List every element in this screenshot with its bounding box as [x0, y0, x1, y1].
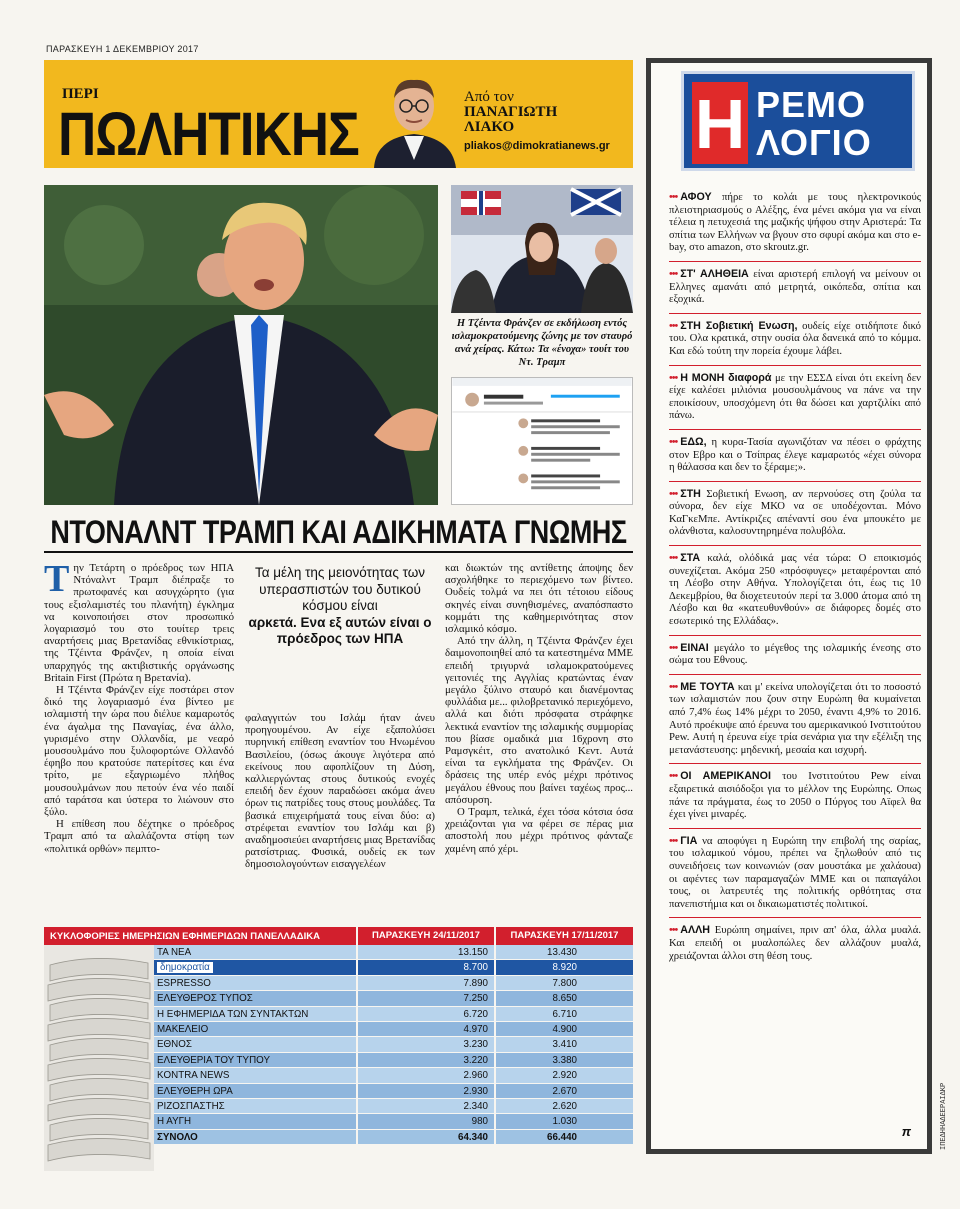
circulation-value-1: 4.970 — [356, 1022, 494, 1037]
sidebar-item — [669, 482, 921, 546]
sidebar-item-lead: ΕΔΩ, — [680, 435, 707, 448]
sidebar-item — [669, 675, 921, 765]
article-column-3 — [445, 562, 633, 922]
column-kicker: ΠΕΡΙ — [62, 86, 99, 102]
article-paragraph: Η επίθεση που δέχτηκε ο πρόεδρος Τραμπ από τα αλαλάζοντα στίφη των «πολιτικά ορθών» πεμπτο- — [44, 818, 234, 855]
circulation-value-2: 2.620 — [494, 1099, 633, 1114]
circulation-value-2: 8.650 — [494, 991, 633, 1006]
circulation-value-1: 13.150 — [356, 945, 494, 960]
article-column-2 — [245, 712, 435, 922]
bullet-dots: ••• — [669, 641, 678, 654]
author-first-name: ΠΑΝΑΓΙΩΤΗ — [464, 104, 558, 120]
sidebar-item-text: είναι αριστερή επιλογή να μείνουν οι Ελληνες αμανάτι από μετρητά, οικόπεδα, σπίτια και εξοχικά. — [669, 267, 922, 306]
sidebar-item-lead: ΑΦΟΥ — [680, 191, 712, 203]
sidebar-item-lead: ΣΤΗ Σοβιετική Ενωση, — [680, 319, 798, 332]
column-header — [44, 60, 633, 168]
sidebar-item-lead: ΣΤ' ΑΛΗΘΕΙΑ — [680, 267, 749, 280]
dateline: ΠΑΡΑΣΚΕΥΗ 1 ΔΕΚΕΜΒΡΙΟΥ 2017 — [46, 44, 199, 54]
circulation-value-1: 980 — [356, 1114, 494, 1129]
bullet-dots: ••• — [669, 267, 678, 280]
sidebar-item — [669, 366, 921, 430]
trump-photo — [44, 185, 438, 505]
circulation-value-1: 7.890 — [356, 976, 494, 991]
pull-quote-bold: αρκετά. Ενα εξ αυτών είναι ο πρόεδρος των ΗΠΑ — [248, 614, 432, 646]
sidebar-item — [669, 829, 921, 919]
sidebar-item-text: ουδείς είχε οτιδήποτε δικό του. Ολα κρατικά, στην ουσία όλα δανεικά από το κόμμα. Και εδώ τούτη την πορεία έχουμε λάβει. — [669, 319, 921, 357]
circulation-value-2: 6.710 — [494, 1007, 633, 1022]
logo-line-2: ΛΟΓΙΟ — [756, 122, 872, 163]
sidebar-item — [669, 918, 921, 969]
sidebar-item-lead: ΣΤΗ — [680, 487, 701, 500]
article-paragraph: ην Τετάρτη ο πρόεδρος των ΗΠΑ Ντόναλντ Τραμπ διέπραξε το πρωτοφανές και ασυγχώρητο (για τους εξισλαμιστές του πλανήτη) έγκλημα να κοινοποιήσει στον προσωπικό λογαριασμό του στο τουίτερ τρεις αναρτήσεις μιας Βρετανίδας εθνικίστριας, της Τζέιντα Φράνζεν, η οποία είναι υπαρχηγός της ακτιβιστικής οργάνωσης Britain First (Πρώτα η Βρετανία). — [44, 562, 234, 684]
circulation-title: ΚΥΚΛΟΦΟΡΙΕΣ ΗΜΕΡΗΣΙΩΝ ΕΦΗΜΕΡΙΔΩΝ ΠΑΝΕΛΛΑΔΙΚΑ — [50, 930, 320, 942]
circulation-value-2: 8.920 — [494, 960, 633, 975]
total-value-1: 64.340 — [356, 1130, 494, 1145]
circulation-value-1: 2.960 — [356, 1068, 494, 1083]
dropcap: Τ — [44, 562, 70, 600]
circulation-value-2: 13.430 — [494, 945, 633, 960]
total-value-2: 66.440 — [494, 1130, 633, 1145]
article-paragraph: και διωκτών της αντίθετης άποψης δεν ασχολήθηκε το περιεχόμενο των βίντεο. Ουδείς τολμά να πει ότι τέτοιου είδους σκηνές είναι συνηθισμένες, αναπόσπαστο κομμάτι της καθημερινότητας στον ισλαμικό κόσμο. — [445, 562, 633, 636]
sidebar-item — [669, 185, 921, 262]
newspaper-name: ΡΙΖΟΣΠΑΣΤΗΣ — [154, 1099, 356, 1114]
logo-line-1: ΡΕΜΟ — [756, 84, 867, 125]
sidebar-item-text: η κυρα-Τασία αγωνιζόταν να πέσει ο φράχτης στον Εβρο και ο Τσίπρας έλεγε καμαρωτός «έχει σύνορα η θάλασσα και δεν το ξέραμε;». — [669, 435, 921, 474]
total-label: ΣΥΝΟΛΟ — [154, 1130, 356, 1145]
sidebar-item-text: Ευρώπη σημαίνει, πριν απ' όλα, άλλα μυαλά. Και επειδή οι μυαλοπώλες δεν αλλάζουν μυαλά, χρειάζονται άλλοι στη θέση τους. — [669, 924, 921, 962]
sidebar-item-lead: ΕΙΝΑΙ — [680, 641, 709, 654]
newspaper-name: ΤΑ ΝΕΑ — [154, 945, 356, 960]
bullet-dots: ••• — [669, 435, 678, 448]
bullet-dots: ••• — [669, 371, 678, 384]
circulation-header — [44, 927, 633, 945]
circulation-value-1: 6.720 — [356, 1007, 494, 1022]
sidebar-item-lead: ΜΕ ΤΟΥΤΑ — [680, 680, 735, 693]
circulation-col2-header: ΠΑΡΑΣΚΕΥΗ 17/11/2017 — [494, 927, 633, 945]
sidebar-item-text: να αποφύγει η Ευρώπη την επιβολή της σαρίας, του ισλαμικού νόμου, πρέπει να ξηλωθούν από τις συνειδήσεις των κοινωνιών (σαν μουστάκα με χαλάουα) οι αφέντες των παραμαγαζών ΜΜΕ και οι παπαγάλοι τους, οι λατρευτές της πολιτικής ορθότητας στα πανεπιστήμια και οι δικαιωματιστές πολιτικοί. — [669, 834, 921, 910]
sidebar-item-lead: ΓΙΑ — [680, 834, 698, 847]
newspaper-name: ESPRESSO — [154, 976, 356, 991]
sidebar-item-lead: ΣΤΑ — [680, 552, 701, 565]
article-paragraph: φαλαγγιτών του Ισλάμ ήταν άνευ προηγουμένου. Αν είχε εξαπολύσει πυρηνική επίθεση εναντίον του Ηνωμένου Βασιλείου, (όσως άκουγε λιγότερα από εκείνους που αφοπλίζουν τη Δύση, καλλιεργώντας στους δυτικούς ενοχές επειδή δεν έχουν παραδώσει ακόμα άνευ όρων τις πατρίδες τους στους μουλάδες. Τα βασικά επιχειρήματά τους είναι δύο: α) στρέφεται εναντίον του Ισλάμ και β) αναδημοσιεύει αναρτήσεις μιας Βρετανίδας ρατσίστριας. Φυσικά, ουδείς εκ των δημοσιολογούντων εισαγγελέων — [245, 712, 435, 871]
newspaper-name: Η ΕΦΗΜΕΡΙΔΑ ΤΩΝ ΣΥΝΤΑΚΤΩΝ — [154, 1007, 356, 1022]
circulation-value-1: 8.700 — [356, 960, 494, 975]
sidebar-item — [669, 764, 921, 828]
article-paragraph: Από την άλλη, η Τζέιντα Φράνζεν έχει δαιμονοποιηθεί από τα κατεστημένα ΜΜΕ επειδή τριγυρνά ισλαμοκρατούμενες γειτονιές της Αγγλίας κρατώντας έναν μεγάλο ξύλινο σταυρό και διανέμοντας φυλλάδια με... φιλοβρετανικό περιεχόμενο, αλλά και διότι πρόσφατα στράφηκε λεκτικά εναντίον της ισλαμικής συμμορίας που βίασε ομαδικά μια 16χρονη στο Ραμσγκέιτ, στο ανατολικό Κεντ. Αυτά είναι τα εγκλήματα της Φράνζεν. Οι δράσεις της υπέρ ενός μέχρι πρότινος μεγάλου έθνους που βαίνει ταχέως προς... απόσυρση. — [445, 635, 633, 806]
bullet-dots: ••• — [669, 770, 678, 783]
circulation-value-1: 2.340 — [356, 1099, 494, 1114]
bullet-dots: ••• — [669, 319, 678, 332]
bullet-dots: ••• — [669, 191, 678, 203]
bullet-dots: ••• — [669, 834, 678, 847]
newspaper-name: ΕΘΝΟΣ — [154, 1037, 356, 1052]
newspaper-name: ΜΑΚΕΛΕΙΟ — [154, 1022, 356, 1037]
byline-prefix: Από τον — [464, 89, 514, 105]
sidebar-logo — [681, 71, 915, 171]
newspaper-name: ΕΛΕΥΘΕΡΗ ΩΡΑ — [154, 1084, 356, 1099]
article-paragraph: Ο Τραμπ, τελικά, έχει τόσα κότσια όσα χρειάζονται για να φέρει σε πέρας μια αποστολή που μέχρι πρότινος φάνταζε χαμένη από χέρι. — [445, 806, 633, 855]
pull-quote-normal: Τα μέλη της μειονότητας των υπερασπιστών του δυτικού κόσμου είναι — [254, 565, 426, 613]
newspaper-name: δημοκρατία — [154, 960, 356, 975]
circulation-value-2: 4.900 — [494, 1022, 633, 1037]
sidebar-item-text: και μ' εκείνα υπολογίζεται ότι το ποσοστό των ισλαμιστών που ζουν στην Ευρώπη θα κυμαίνεται από 7,4% έως 14% μέχρι το 2050, έναντι 4,9% το 2016. Αυτό προέκυψε από έρευνα του αμερικανικού Ινστιτούτου Pew. Αυτή η έρευνα είχε τρία σενάρια για την εξέλιξη της μετανάστευσης: μηδενική, μεσαία και ισχυρή. — [669, 680, 922, 756]
side-barcode: IΠΕΔΗΗΑΔΕΕΡΑΙΔΚΡ — [940, 1082, 948, 1150]
circulation-value-1: 2.930 — [356, 1084, 494, 1099]
newspaper-name: KONTRA NEWS — [154, 1068, 356, 1083]
headline-rule — [44, 551, 633, 553]
franzen-photo — [451, 185, 633, 313]
sidebar-item-text: Σοβιετική Ενωση, αν περνούσες στη ζούλα τα σύνορα, δεν είχε ΜΚΟ να σε υποδέχονται. Μόνο ΚαΓκεΜπε. Αντίκριζες απέναντί σου ένα μπουκέτο με ολάνθιστα, καλοσυντηρημένα πολυβόλα. — [669, 487, 921, 538]
photo-caption: Η Τζέιντα Φράνζεν σε εκδήλωση εντός ισλαμοκρατούμενης ζώνης με τον σταυρό ανά χείρας. Κάτω: Τα «ένοχα» τουίτ του Ντ. Τραμπ — [451, 318, 633, 368]
article-column-1 — [44, 562, 234, 922]
author-byline — [464, 90, 557, 135]
sidebar-items — [669, 185, 921, 969]
newspaper-name: ΕΛΕΥΘΕΡΙΑ ΤΟΥ ΤΥΠΟΥ — [154, 1053, 356, 1068]
sidebar-item — [669, 636, 921, 675]
sidebar-signature: π — [901, 1124, 911, 1139]
article-paragraph: Η Τζέιντα Φράνζεν είχε ποστάρει στον δικό της λογαριασμό ένα βίντεο με ισλαμιστή την ώρα που διέλυε καμαρωτός ένα άγαλμα της Παναγίας, ένα άλλο, γυρισμένο στην Ολλανδία, με νεαρό μουσουλμάνο που ξυλοφορτώνε Ολλανδό έφηβο που κρατούσε πατερίτσες και ένα τρίτο, με εξαγριωμένο πλήθος μουσουλμάνων που πετούν ένα νέο παιδί από ταράτσα και ύστερα το λιώνουν στο ξύλο. — [44, 684, 234, 819]
circulation-value-1: 7.250 — [356, 991, 494, 1006]
author-email[interactable]: pliakos@dimokratianews.gr — [464, 140, 610, 152]
bullet-dots: ••• — [669, 487, 678, 500]
circulation-value-1: 3.220 — [356, 1053, 494, 1068]
circulation-value-1: 3.230 — [356, 1037, 494, 1052]
sidebar-item-text: του Ινστιτούτου Pew είναι εξαιρετικά αισιόδοξοι για το μέλλον της Ευρώπης. Οπως πάνε τα πράγματα, έως το 2050 ο Πύργος του Αϊφελ θα έχει γίνει μιναρές. — [669, 770, 921, 821]
logo-letter: Η — [692, 82, 748, 164]
circulation-value-2: 3.410 — [494, 1037, 633, 1052]
circulation-value-2: 2.920 — [494, 1068, 633, 1083]
newspaper-stack-image — [44, 945, 154, 1171]
sidebar-item — [669, 430, 921, 482]
sidebar-item-text: μεγάλο το μέγεθος της ισλαμικής ένεσης στο σώμα του Εθνους. — [669, 641, 921, 667]
sidebar-item — [669, 314, 921, 366]
sidebar-item-text: πήρε το κολάι με τους ηλεκτρονικούς πλειστηριασμούς ο Αλέξης, ένα μένει ακόμα για να είναι τέλεια η πετυχεσιά της μαζικής ψήφου στην Αριστερά: Τα σπίτια των Ελλήνων να βγουν στο σφυρί ακόμα και στο e-bay, στο amazon, στο skroutz.gr. — [669, 191, 922, 254]
circulation-value-2: 2.670 — [494, 1084, 633, 1099]
sidebar-column — [646, 58, 932, 1154]
bullet-dots: ••• — [669, 680, 678, 693]
newspaper-name: Η ΑΥΓΗ — [154, 1114, 356, 1129]
circulation-table — [44, 927, 633, 1145]
newspaper-name: ΕΛΕΥΘΕΡΟΣ ΤΥΠΟΣ — [154, 991, 356, 1006]
sidebar-item-lead: ΟΙ ΑΜΕΡΙΚΑΝΟΙ — [680, 770, 771, 783]
column-title: ΠΩΛΗΤΙΚΗΣ — [58, 101, 359, 168]
tweets-screenshot — [451, 377, 633, 505]
circulation-value-2: 7.800 — [494, 976, 633, 991]
article-headline: ΝΤΟΝΑΛΝΤ ΤΡΑΜΠ ΚΑΙ ΑΔΙΚΗΜΑΤΑ ΓΝΩΜΗΣ — [50, 514, 627, 550]
sidebar-item — [669, 262, 921, 314]
author-portrait — [364, 68, 464, 168]
circulation-col1-header: ΠΑΡΑΣΚΕΥΗ 24/11/2017 — [356, 927, 494, 945]
circulation-value-2: 1.030 — [494, 1114, 633, 1129]
author-last-name: ΛΙΑΚΟ — [464, 119, 515, 135]
sidebar-item — [669, 546, 921, 636]
sidebar-item-lead: ΑΛΛΗ — [680, 924, 710, 937]
sidebar-item-lead: Η ΜΟΝΗ διαφορά — [680, 371, 772, 384]
sidebar-item-text: με την ΕΣΣΔ είναι ότι εκείνη δεν είχε καλέσει μιλιόνια μουσουλμάνους να πάνε να την εποικίσουν, υποσχόμενη ότι θα δώσει και χαρτζιλίκι από πάνω. — [669, 371, 922, 422]
circulation-body — [44, 945, 633, 1145]
bullet-dots: ••• — [669, 552, 678, 565]
bullet-dots: ••• — [669, 924, 678, 937]
pull-quote — [245, 565, 435, 648]
circulation-value-2: 3.380 — [494, 1053, 633, 1068]
sidebar-item-text: καλά, ολόδικά μας νέα τώρα: Ο εποικισμός συνεχίζεται. Ακόμα 250 «πρόσφυγες» μεταφέρονται από τη Λέσβο στην Αθήνα. Υπολογίζεται ότι, έως τις 10 Δεκεμβρίου, θα διοχετευτούν περί τα 3.000 άτομα από τη Λέσβο και θα «κατευθυνθούν» σε διάφορες δομές στο εσωτερικό της Ελλάδας». — [669, 552, 921, 628]
